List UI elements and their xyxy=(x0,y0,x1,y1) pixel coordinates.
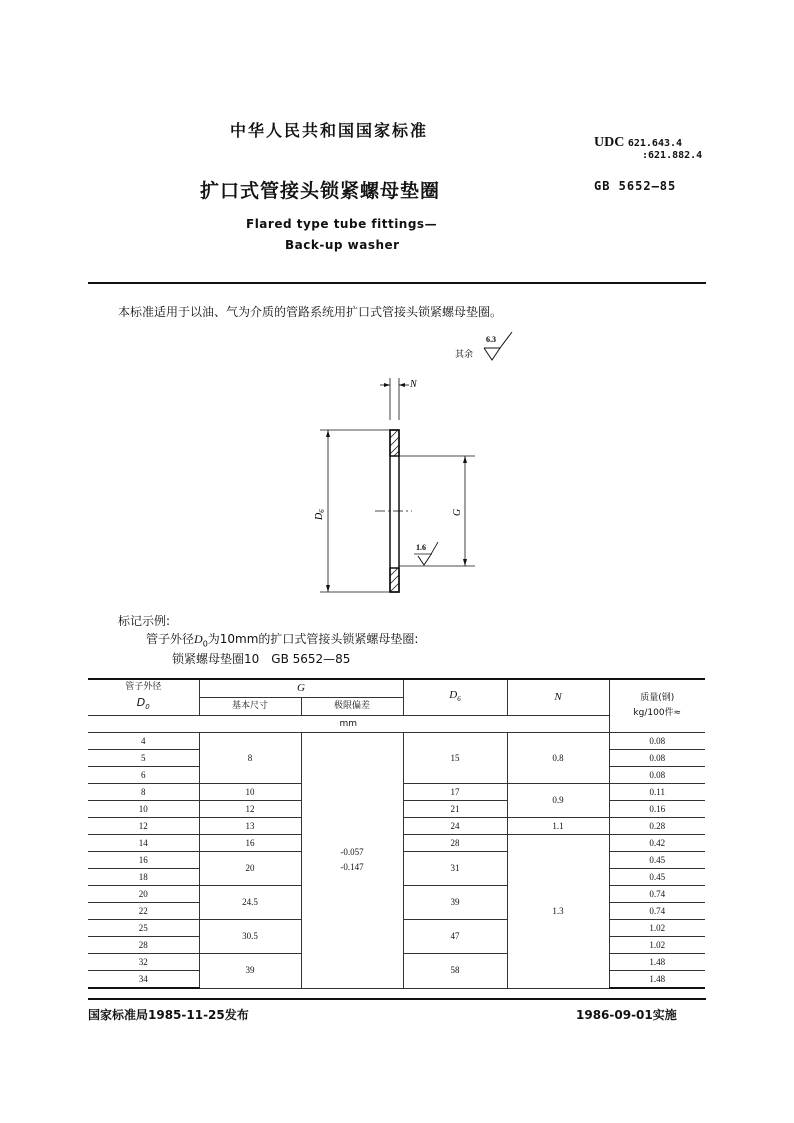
cell-d6: 17 xyxy=(403,784,507,801)
marking-example-label: 标记示例: xyxy=(118,614,171,628)
cell-mass: 0.74 xyxy=(609,903,705,920)
cell-mass: 1.48 xyxy=(609,971,705,989)
cell-n: 1.1 xyxy=(507,818,609,835)
cell-d6: 21 xyxy=(403,801,507,818)
cell-d6: 24 xyxy=(403,818,507,835)
cell-d0: 28 xyxy=(88,937,199,954)
cell-mass: 0.28 xyxy=(609,818,705,835)
standard-title-english-line2: Back-up washer xyxy=(285,238,400,252)
roughness-other-value: 6.3 xyxy=(486,335,496,344)
scope-statement: 本标准适用于以油、气为介质的管路系统用扩口式管接头锁紧螺母垫圈。 xyxy=(118,305,503,319)
cell-mass: 0.74 xyxy=(609,886,705,903)
effective-date: 1986-09-01实施 xyxy=(576,1008,677,1022)
col-header-mass: 质量(钢) kg/100件≈ xyxy=(609,679,705,733)
cell-d0: 14 xyxy=(88,835,199,852)
cell-mass: 0.42 xyxy=(609,835,705,852)
cell-mass: 0.08 xyxy=(609,767,705,784)
cell-d6: 58 xyxy=(403,954,507,989)
cell-g-basic: 20 xyxy=(199,852,301,886)
udc-prefix: UDC xyxy=(594,135,625,150)
cell-d0: 6 xyxy=(88,767,199,784)
standard-title-chinese: 扩口式管接头锁紧螺母垫圈 xyxy=(200,180,441,202)
col-header-d6: $D_6$ xyxy=(403,679,507,716)
udc-code-primary: 621.643.4 xyxy=(627,138,683,149)
cell-mass: 0.16 xyxy=(609,801,705,818)
col-header-d0: 管子外径 $D_0$ xyxy=(88,679,199,716)
washer-drawing xyxy=(300,330,530,610)
cell-d0: 8 xyxy=(88,784,199,801)
cell-d0: 20 xyxy=(88,886,199,903)
cell-g-basic: 39 xyxy=(199,954,301,989)
footer-divider xyxy=(88,998,706,1000)
cell-d6: 47 xyxy=(403,920,507,954)
cell-d6: 39 xyxy=(403,886,507,920)
cell-mass: 1.02 xyxy=(609,920,705,937)
cell-g-basic: 24.5 xyxy=(199,886,301,920)
cell-n: 1.3 xyxy=(507,835,609,989)
cell-g-basic: 16 xyxy=(199,835,301,852)
cell-d0: 32 xyxy=(88,954,199,971)
cell-mass: 1.02 xyxy=(609,937,705,954)
udc-code-secondary: :621.882.4 xyxy=(642,150,703,161)
cell-d0: 34 xyxy=(88,971,199,989)
cell-d0: 16 xyxy=(88,852,199,869)
cell-d0: 22 xyxy=(88,903,199,920)
dimension-table xyxy=(88,678,705,989)
cell-d0: 10 xyxy=(88,801,199,818)
cell-mass: 0.08 xyxy=(609,750,705,767)
cell-g-basic: 10 xyxy=(199,784,301,801)
marking-example-description: 管子外径$D_0$为10mm的扩口式管接头锁紧螺母垫圈: xyxy=(146,632,419,649)
col-header-g-basic: 基本尺寸 xyxy=(199,698,301,716)
cell-g-basic: 8 xyxy=(199,733,301,784)
cell-mass: 0.11 xyxy=(609,784,705,801)
col-header-n: N xyxy=(507,679,609,716)
col-header-g: G xyxy=(199,679,403,698)
cell-d6: 15 xyxy=(403,733,507,784)
cell-d0: 18 xyxy=(88,869,199,886)
roughness-face-value: 1.6 xyxy=(416,543,426,552)
cell-d6: 31 xyxy=(403,852,507,886)
cell-d0: 12 xyxy=(88,818,199,835)
roughness-face-icon xyxy=(418,556,430,565)
roughness-symbol-icon xyxy=(484,348,500,360)
cell-g-tolerance: -0.057 -0.147 xyxy=(301,733,403,989)
dim-n-label: N xyxy=(410,379,417,390)
cell-g-basic: 13 xyxy=(199,818,301,835)
cell-d0: 25 xyxy=(88,920,199,937)
cell-mass: 1.48 xyxy=(609,954,705,971)
header-divider xyxy=(88,282,706,284)
cell-g-basic: 30.5 xyxy=(199,920,301,954)
issue-date: 国家标准局1985-11-25发布 xyxy=(88,1008,249,1022)
cell-mass: 0.45 xyxy=(609,869,705,886)
dim-d6-label: $D_6$ xyxy=(314,509,326,520)
cell-d6: 28 xyxy=(403,835,507,852)
cell-n: 0.9 xyxy=(507,784,609,818)
cell-mass: 0.45 xyxy=(609,852,705,869)
cell-d0: 5 xyxy=(88,750,199,767)
cell-mass: 0.08 xyxy=(609,733,705,750)
standard-number: GB 5652—85 xyxy=(594,179,677,193)
standard-title-english-line1: Flared type tube fittings— xyxy=(246,217,438,231)
dim-g-label: G xyxy=(452,508,463,516)
cell-g-basic: 12 xyxy=(199,801,301,818)
cell-n: 0.8 xyxy=(507,733,609,784)
issuing-country-title: 中华人民共和国国家标准 xyxy=(230,121,429,140)
col-header-g-tolerance: 极限偏差 xyxy=(301,698,403,716)
marking-example-designation: 锁紧螺母垫圈10 GB 5652—85 xyxy=(172,652,351,666)
table-row xyxy=(88,733,705,750)
unit-row: mm xyxy=(88,716,609,733)
udc-code xyxy=(594,135,682,151)
cell-d0: 4 xyxy=(88,733,199,750)
roughness-other-label: 其余 xyxy=(455,349,474,359)
